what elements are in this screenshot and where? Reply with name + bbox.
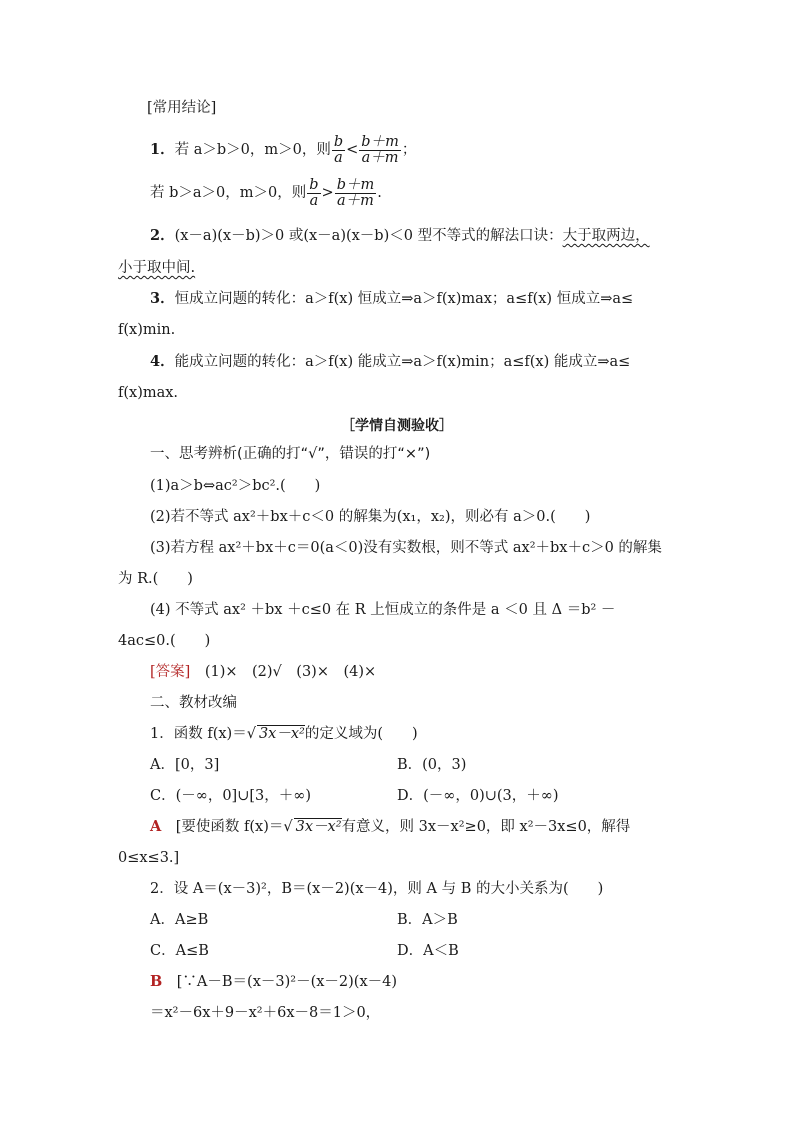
punct: . (377, 185, 382, 201)
q2-option-c: C．A≤B (150, 943, 209, 959)
q1-option-c: C．(－∞，0]∪[3，＋∞) (150, 788, 311, 804)
answer-text: (1)× (2)√ (3)× (4)× (204, 664, 377, 680)
item-number: 3． (150, 290, 175, 307)
conclusion-1a (150, 133, 416, 167)
judge-q1: (1)a＞b⇔ac²＞bc².( ) (150, 478, 321, 494)
conclusion-3-cont: f(x)min. (118, 322, 176, 338)
item-number: 2． (150, 227, 175, 244)
fraction-b-over-a: $\frac{b}{a}$ (333, 133, 344, 166)
sqrt-sign: √ (246, 726, 256, 742)
judge-q3: (3)若方程 ax²＋bx＋c＝0(a＜0)没有实数根，则不等式 ax²＋bx＋c＞0 的解集 (150, 540, 662, 556)
fraction-b-over-a: $\frac{b}{a}$ (309, 176, 319, 209)
radicand: 3x－x² (295, 819, 342, 835)
q2-explanation-cont: ＝x²－6x＋9－x²＋6x－8＝1＞0， (150, 1005, 381, 1021)
answer-label: [答案] (150, 664, 191, 680)
conclusion-text: 若 a＞b＞0，m＞0，则 (174, 142, 331, 158)
conclusion-3 (150, 289, 633, 309)
judge-q2: (2)若不等式 ax²＋bx＋c＜0 的解集为(x₁，x₂)，则必有 a＞0.( ) (150, 509, 591, 525)
section-title: ［学情自测验收］ (341, 418, 453, 434)
q2-option-a: A．A≥B (150, 912, 209, 928)
conclusion-4-cont: f(x)max. (118, 385, 179, 401)
conclusions-header: [常用结论] (147, 100, 217, 116)
conclusion-text: 若 b＞a＞0，m＞0，则 (150, 185, 307, 201)
greater-than-sign: > (321, 185, 334, 201)
conclusion-2-cont (118, 258, 195, 278)
conclusion-text: (x－a)(x－b)＞0 或(x－a)(x－b)＜0 型不等式的解法口诀： (174, 228, 563, 244)
part1-heading: 一、思考辨析(正确的打“√”，错误的打“×”) (150, 446, 431, 462)
conclusion-text: 恒成立问题的转化：a＞f(x) 恒成立⇒a＞f(x)max；a≤f(x) 恒成立⇒a≤ (174, 291, 634, 307)
conclusion-2 (150, 226, 650, 246)
explanation-text: [要使函数 f(x)＝ (175, 819, 284, 835)
mnemonic: 小于取中间. (118, 260, 196, 276)
q1-option-b: B．(0，3) (397, 757, 467, 773)
textbook-q2-stem: 2．设 A＝(x－3)²，B＝(x－2)(x－4)，则 A 与 B 的大小关系为( ) (150, 881, 604, 897)
q2-explanation (150, 972, 397, 992)
stem-text: 1．函数 f(x)＝ (150, 726, 247, 742)
q2-option-b: B．A＞B (397, 912, 458, 928)
q1-explanation (150, 817, 630, 837)
fraction-bm-over-am: $\frac{b+m}{a+m}$ (336, 176, 375, 209)
explanation-text: [∵A－B＝(x－3)²－(x－2)(x－4) (176, 974, 398, 990)
q2-answer: B (150, 973, 163, 990)
mnemonic: 大于取两边， (562, 228, 650, 244)
less-than-sign: < (346, 142, 359, 158)
item-number: 4． (150, 353, 175, 370)
q1-explanation-cont: 0≤x≤3.] (118, 850, 180, 866)
radicand: 3x－x² (258, 726, 305, 742)
q1-answer: A (150, 818, 162, 835)
judge-q4-cont: 4ac≤0.( ) (118, 633, 211, 649)
conclusion-4 (150, 352, 630, 372)
conclusion-1b (150, 176, 382, 210)
q2-option-d: D．A＜B (397, 943, 459, 959)
judge-q4: (4) 不等式 ax² ＋bx ＋c≤0 在 R 上恒成立的条件是 a ＜0 且 Δ ＝b² － (150, 602, 616, 618)
stem-text: 的定义域为( ) (304, 726, 418, 742)
part2-heading: 二、教材改编 (150, 695, 237, 711)
textbook-q1-stem (150, 724, 418, 744)
judge-q3-cont: 为 R.( ) (118, 571, 193, 587)
part1-answer (150, 662, 376, 682)
q1-option-a: A．[0，3] (150, 757, 220, 773)
punct: ； (401, 142, 417, 158)
item-number: 1． (150, 141, 175, 158)
q1-option-d: D．(－∞，0)∪(3，＋∞) (397, 788, 559, 804)
conclusion-text: 能成立问题的转化：a＞f(x) 能成立⇒a＞f(x)min；a≤f(x) 能成立⇒a≤ (174, 354, 631, 370)
explanation-text: 有意义，则 3x－x²≥0，即 x²－3x≤0，解得 (341, 819, 631, 835)
sqrt-sign: √ (283, 819, 293, 835)
fraction-bm-over-am: $\frac{b+m}{a+m}$ (361, 133, 399, 166)
